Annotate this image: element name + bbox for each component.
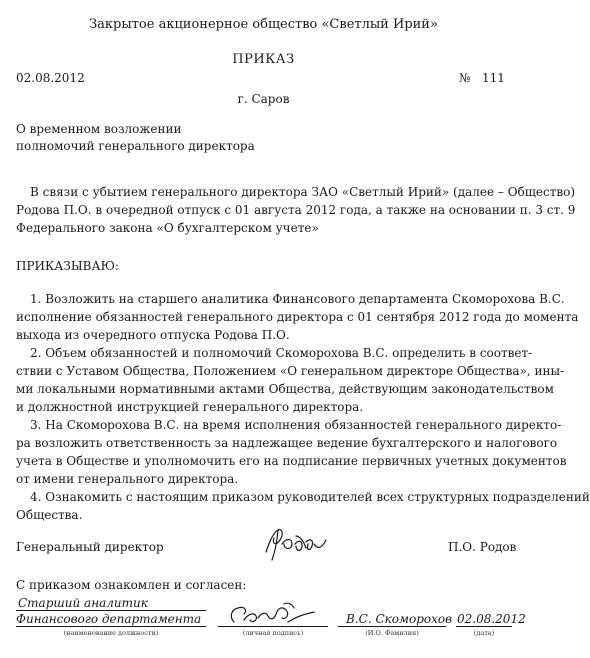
director-signature-drawing <box>262 522 332 564</box>
ack-position-line-1: Старший аналитик <box>18 596 148 610</box>
city: г. Саров <box>237 92 290 106</box>
ack-name-caption: (И.О. Фамилия) <box>365 629 419 637</box>
item-line: исполнение обязанностей генерального директора с 01 сентября 2012 года до момента <box>16 310 579 324</box>
ack-name-underline <box>338 626 446 627</box>
director-name: П.О. Родов <box>448 540 517 554</box>
order-item-3 <box>16 416 567 488</box>
director-position: Генеральный директор <box>16 540 164 554</box>
order-number-sign: № <box>459 71 471 85</box>
acknowledgement-heading: С приказом ознакомлен и согласен: <box>16 578 247 592</box>
item-line: учета в Обществе и уполномочить его на подписание первичных учетных документов <box>16 454 567 468</box>
subject-line-1: О временном возложении <box>16 122 182 136</box>
order-item-1 <box>16 290 579 344</box>
item-line: 3. На Скоморохова В.С. на время исполнения обязанностей генерального директо- <box>30 418 562 432</box>
subject-line-2: полномочий генерального директора <box>16 139 255 153</box>
order-number: 111 <box>482 71 505 85</box>
order-date: 02.08.2012 <box>16 71 85 85</box>
item-line: выхода из очередного отпуска Родова П.О. <box>16 328 290 342</box>
ack-date: 02.08.2012 <box>457 612 526 626</box>
ack-date-underline <box>456 626 512 627</box>
item-line: и должностной инструкцией генерального директора. <box>16 400 364 414</box>
intro-line: В связи с убытием генерального директора ЗАО «Светлый Ирий» (далее – Общество) <box>30 185 576 199</box>
item-line: ми локальными нормативными актами Общества, действующим законодательством <box>16 382 554 396</box>
ack-position-underline-1 <box>16 610 206 611</box>
ack-position-underline-2 <box>16 626 206 627</box>
ack-signature-caption: (личная подпись) <box>242 629 304 637</box>
ack-position-caption: (наименование должности) <box>63 629 159 637</box>
intro-line: Федерального закона «О бухгалтерском учете» <box>16 221 319 235</box>
item-line: Общества. <box>16 508 83 522</box>
item-line: от имени генерального директора. <box>16 472 239 486</box>
item-line: ствии с Уставом Общества, Положением «О генеральном директоре Общества», ины- <box>16 364 565 378</box>
order-item-4 <box>16 488 590 524</box>
director-signature-text <box>262 522 263 523</box>
intro-line: Родова П.О. в очередной отпуск с 01 августа 2012 года, а также на основании п. 3 ст. 9 <box>16 203 576 217</box>
director-signature <box>262 522 332 564</box>
ack-signature-underline <box>218 626 328 627</box>
intro-paragraph <box>16 183 576 237</box>
document-type: ПРИКАЗ <box>232 52 295 67</box>
item-line: 2. Объем обязанностей и полномочий Скоморохова В.С. определить в соответ- <box>30 346 533 360</box>
item-line: 1. Возложить на старшего аналитика Финансового департамента Скоморохова В.С. <box>30 292 565 306</box>
ack-position-line-2: Финансового департамента <box>16 612 202 626</box>
order-item-2 <box>16 344 565 416</box>
organization-name: Закрытое акционерное общество «Светлый Ирий» <box>89 17 438 32</box>
ack-name: В.С. Скоморохов <box>346 612 453 626</box>
item-line: ра возложить ответственность за надлежащее ведение бухгалтерского и налогового <box>16 436 558 450</box>
ack-date-caption: (дата) <box>473 629 495 637</box>
item-line: 4. Ознакомить с настоящим приказом руководителей всех структурных подразделений <box>30 490 590 504</box>
order-word: ПРИКАЗЫВАЮ: <box>16 259 119 273</box>
